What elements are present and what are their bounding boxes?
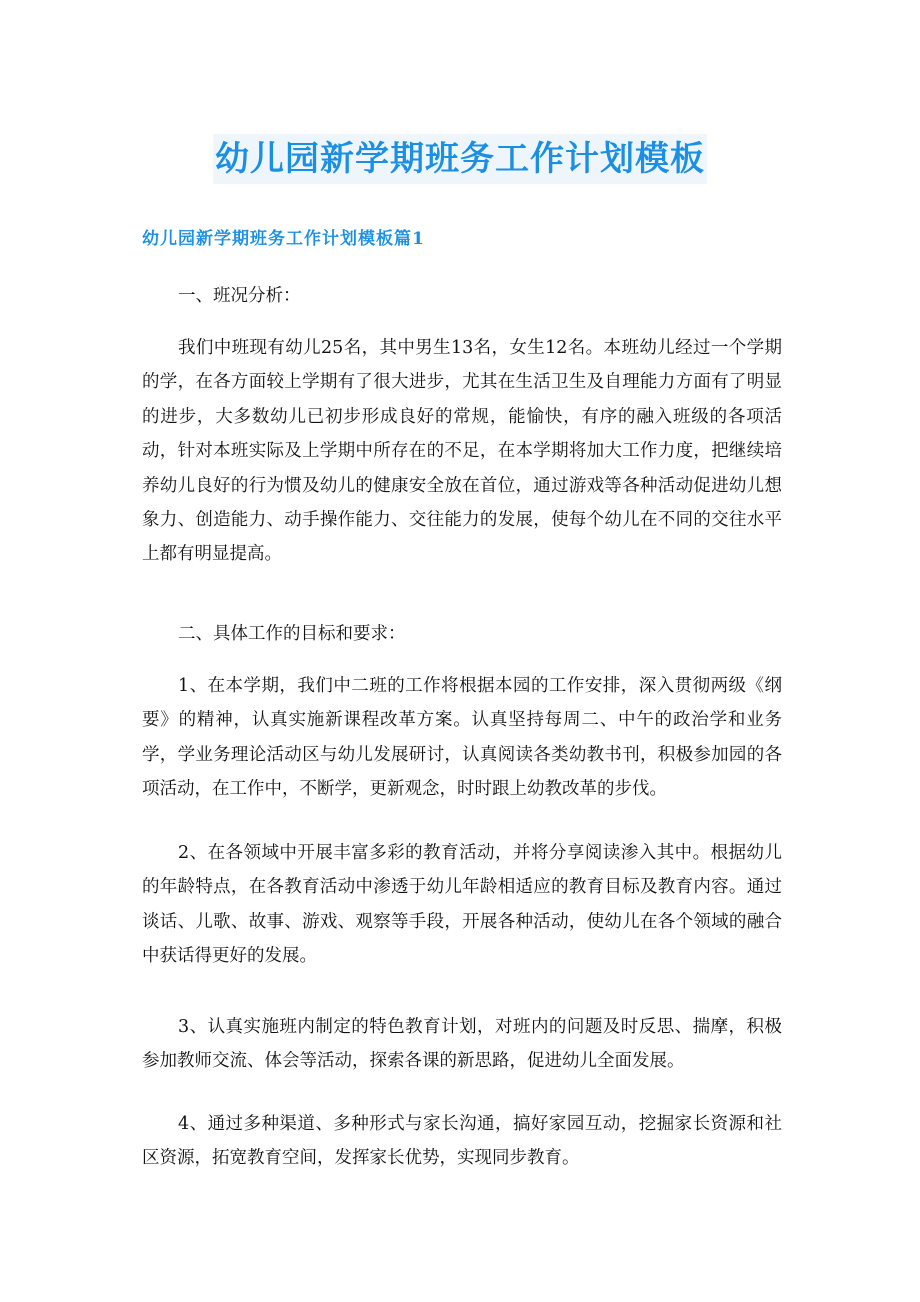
paragraph-goal-1: 1、在本学期，我们中二班的工作将根据本园的工作安排，深入贯彻两级《纲要》的精神，认真实施新课程改革方案。认真坚持每周二、中午的政治学和业务学，学业务理论活动区与幼儿发展研讨，认真阅读各类幼教书刊，积极参加园的各项活动，在工作中，不断学，更新观念，时时跟上幼教改革的步伐。	[142, 676, 782, 800]
paragraph-goal-3: 3、认真实施班内制定的特色教育计划，对班内的问题及时反思、揣摩，积极参加教师交流、体会等活动，探索各课的新思路，促进幼儿全面发展。	[142, 1017, 782, 1072]
heading-class-analysis: 一、班况分析：	[178, 286, 301, 306]
section-title: 幼儿园新学期班务工作计划模板篇1	[142, 229, 425, 249]
paragraph-goal-4: 4、通过多种渠道、多种形式与家长沟通，搞好家园互动，挖掘家长资源和社区资源，拓宽教育空间，发挥家长优势，实现同步教育。	[142, 1114, 782, 1169]
paragraph-goal-2: 2、在各领域中开展丰富多彩的教育活动，并将分享阅读渗入其中。根据幼儿的年龄特点，在各教育活动中渗透于幼儿年龄相适应的教育目标及教育内容。通过谈话、儿歌、故事、游戏、观察等手段，开展各种活动，使幼儿在各个领域的融合中获话得更好的发展。	[142, 843, 782, 967]
document-title-text: 幼儿园新学期班务工作计划模板	[213, 134, 707, 184]
heading-goals: 二、具体工作的目标和要求：	[178, 624, 406, 644]
paragraph-class-analysis: 我们中班现有幼儿25名，其中男生13名，女生12名。本班幼儿经过一个学期的学，在各方面较上学期有了很大进步，尤其在生活卫生及自理能力方面有了明显的进步，大多数幼儿已初步形成良好的常规，能愉快，有序的融入班级的各项活动，针对本班实际及上学期中所存在的不足，在本学期将加大工作力度，把继续培养幼儿良好的行为惯及幼儿的健康安全放在首位，通过游戏等各种活动促进幼儿想象力、创造能力、动手操作能力、交往能力的发展，使每个幼儿在不同的交往水平上都有明显提高。	[142, 338, 782, 565]
document-title	[0, 134, 920, 184]
